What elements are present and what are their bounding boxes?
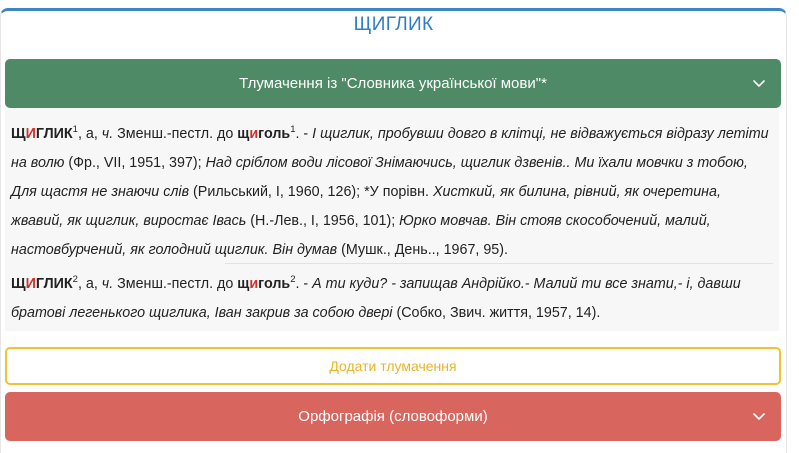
definition-accordion-label: Тлумачення із "Словника української мови"*	[239, 75, 547, 92]
definition-entry-2: ЩИГЛИК$^2$, а, ч. Зменш.-пестл. до щиголь$^2$. - А ти куди? - запищав Андрійко.- Малий ти все знати,- і, давши братові легенького щиглика, Іван закрив за собою двері (Собко, Звич. життя, 1957, 14).	[11, 274, 741, 321]
stress-letter: И	[25, 126, 36, 142]
example-quote: Над сріблом води лісової Знімаючись, щиглик дзвенів.. Ми їхали мовчки з тобою, Для щастя не знаючи слів	[11, 155, 748, 200]
entry-divider	[225, 263, 773, 264]
part-of-speech: ч.	[101, 126, 114, 142]
example-quote: Юрко мовчав. Він стояв скособочений, малий, настовбурчений, як голодний щиглик. Він думав	[11, 213, 711, 258]
chevron-down-icon	[751, 75, 767, 91]
part-of-speech: ч.	[101, 276, 114, 292]
example-quote: І щиглик, пробувши довго в клітці, не відважується відразу летіти на волю	[11, 126, 769, 171]
orthography-accordion-header[interactable]	[5, 392, 781, 441]
headword: ЩИГЛИК	[11, 126, 73, 142]
source-citation: (Н.-Лев., І, 1956, 101);	[246, 213, 400, 229]
source-citation: (Собко, Звич. життя, 1957, 14).	[392, 305, 601, 321]
definition-entry-1: ЩИГЛИК$^1$, а, ч. Зменш.-пестл. до щиголь$^1$. - І щиглик, пробувши довго в клітці, не відважується відразу летіти на волю (Фр., VII, 1951, 397); Над сріблом води лісової Знімаючись, щиглик дзвенів.. Ми їхали мовчки з тобою, Для щастя не знаючи слів (Рильський, І, 1960, 126); *У порівн. Хисткий, як билина, рівний, як очеретина, жвавий, як щиглик, виростає Івась (Н.-Лев., І, 1956, 101); Юрко мовчав. Він стояв скособочений, малий, настовбурчений, як голодний щиглик. Він думав (Мушк., День.., 1967, 95).	[11, 124, 769, 258]
stress-letter: И	[25, 276, 36, 292]
headword: ЩИГЛИК	[11, 276, 73, 292]
source-citation: (Мушк., День.., 1967, 95).	[337, 242, 508, 258]
example-quote: Хисткий, як билина, рівний, як очеретина, жвавий, як щиглик, виростає Івась	[11, 184, 721, 229]
add-definition-button[interactable]: Додати тлумачення	[5, 347, 781, 385]
source-citation: (Фр., VII, 1951, 397);	[64, 155, 206, 171]
chevron-down-icon	[751, 408, 767, 424]
homonym-number: 2	[72, 274, 78, 286]
orthography-accordion-label: Орфографія (словоформи)	[298, 408, 488, 425]
example-quote: А ти куди? - запищав Андрійко.- Малий ти все знати,- і, давши братові легенького щиглика, Іван закрив за собою двері	[11, 276, 741, 321]
definition-accordion-header[interactable]	[5, 59, 781, 108]
reference-word: щиголь	[237, 126, 291, 142]
reference-word: щиголь	[237, 276, 291, 292]
homonym-number: 1	[72, 124, 78, 136]
page-title: ЩИГЛИК	[353, 14, 434, 35]
source-citation: (Рильський, І, 1960, 126); *У порівн.	[189, 184, 433, 200]
definition-body	[5, 108, 779, 331]
